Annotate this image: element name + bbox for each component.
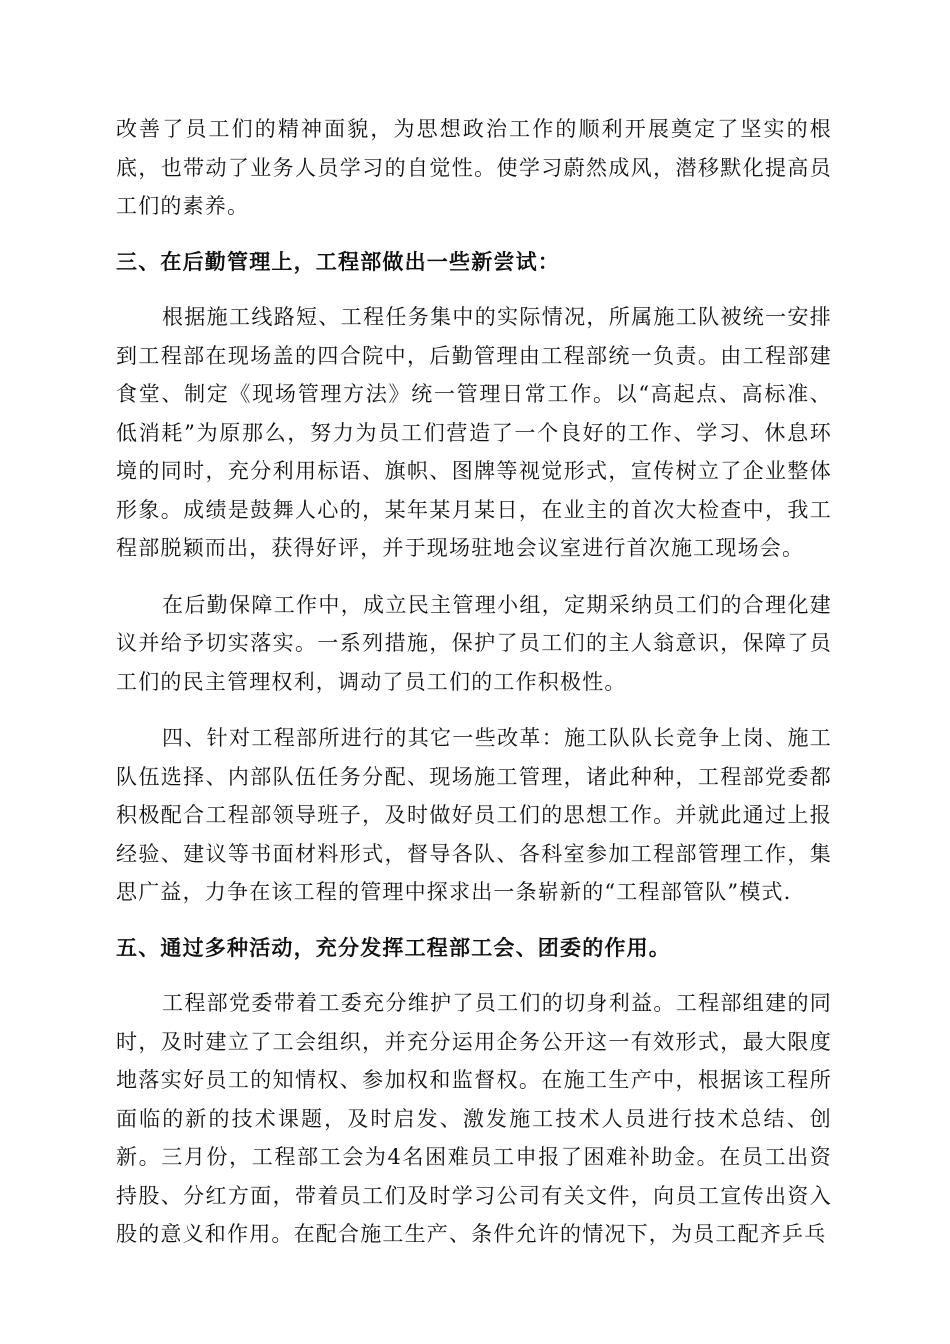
paragraph-reforms: 四、针对工程部所进行的其它一些改革：施工队队长竞争上岗、施工队伍选择、内部队伍任务分配、现场施工管理，诸此种种，工程部党委都积极配合工程部领导班子，及时做好员工们的思想工作。并就此通过上报经验、建议等书面材料形式，督导各队、各科室参加工程部管理工作，集思广益，力争在该工程的管理中探求出一条崭新的“工程部管队”模式. [116, 726, 832, 904]
paragraph-union: 工程部党委带着工委充分维护了员工们的切身利益。工程部组建的同时，及时建立了工会组织，并充分运用企务公开这一有效形式，最大限度地落实好员工的知情权、参加权和监督权。在施工生产中，根据该工程所面临的新的技术课题，及时启发、激发施工技术人员进行技术总结、创新。三月份，工程部工会为4名困难员工申报了困难补助金。在员工出资持股、分红方面，带着员工们及时学习公司有关文件，向员工宣传出资入股的意义和作用。在配合施工生产、条件允许的情况下，为员工配齐乒乓 [116, 991, 832, 1246]
paragraph-continued: 改善了员工们的精神面貌，为思想政治工作的顺利开展奠定了坚实的根底，也带动了业务人员学习的自觉性。使学习蔚然成风，潜移默化提高员工们的素养。 [116, 117, 832, 218]
document-body [116, 110, 832, 1254]
paragraph-logistics-support: 在后勤保障工作中，成立民主管理小组，定期采纳员工们的合理化建议并给予切实落实。一系列措施，保护了员工们的主人翁意识，保障了员工们的民主管理权利，调动了员工们的工作积极性。 [116, 592, 832, 694]
section-heading-5: 五、通过多种活动，充分发挥工程部工会、团委的作用。 [116, 935, 671, 960]
paragraph-logistics: 根据施工线路短、工程任务集中的实际情况，所属施工队被统一安排到工程部在现场盖的四合院中，后勤管理由工程部统一负责。由工程部建食堂、制定《现场管理方法》统一管理日常工作。以“高起点、高标准、低消耗”为原那么，努力为员工们营造了一个良好的工作、学习、休息环境的同时，充分利用标语、旗帜、图牌等视觉形式，宣传树立了企业整体形象。成绩是鼓舞人心的，某年某月某日，在业主的首次大检查中，我工程部脱颖而出，获得好评，并于现场驻地会议室进行首次施工现场会。 [116, 305, 832, 560]
section-heading-3: 三、在后勤管理上，工程部做出一些新尝试： [116, 249, 560, 274]
